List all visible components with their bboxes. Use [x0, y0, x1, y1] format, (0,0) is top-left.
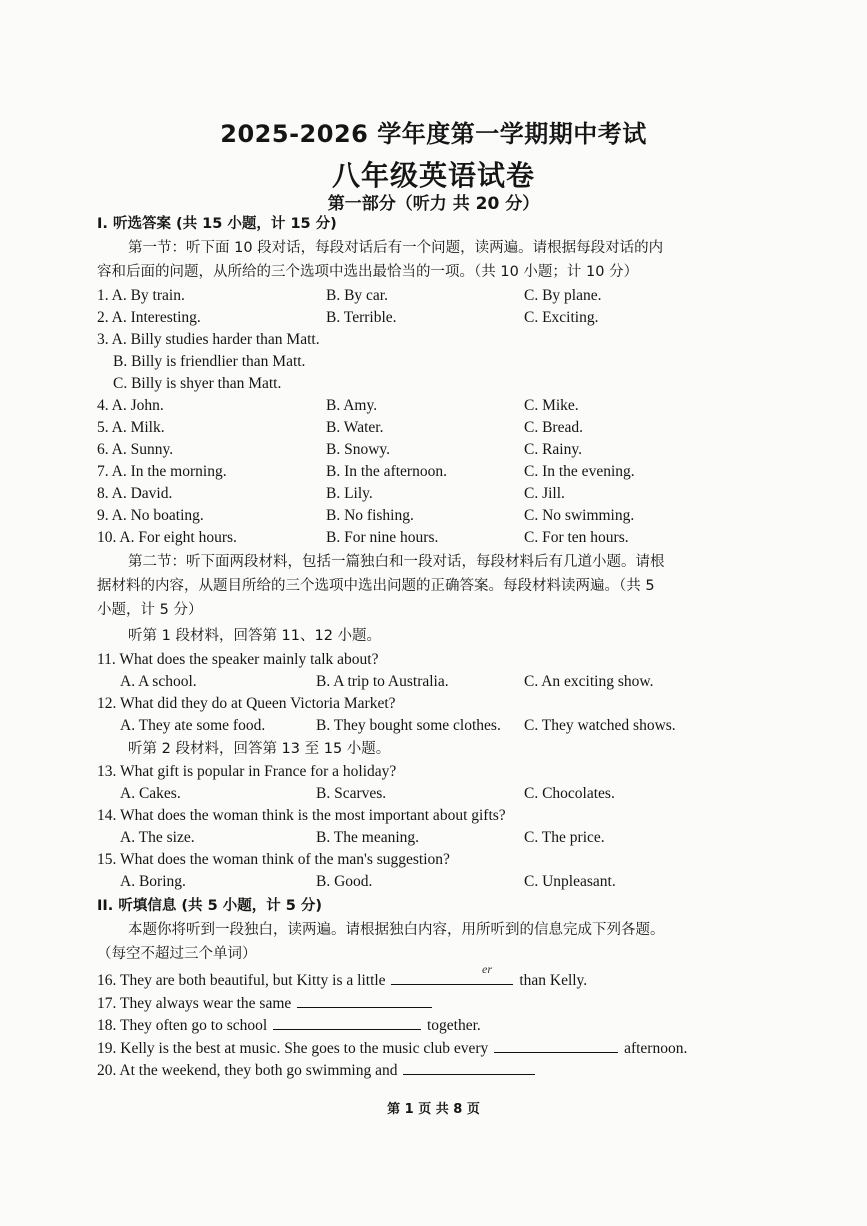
- node2-instruction-line3: 小题，计 5 分）: [97, 602, 203, 618]
- q9-option-b: B. No fishing.: [326, 507, 414, 524]
- q9-option-a: 9. A. No boating.: [97, 507, 204, 524]
- node2-instruction-line1: 第二节：听下面两段材料，包括一篇独白和一段对话，每段材料后有几道小题。请根: [128, 554, 665, 570]
- q13-option-b: B. Scarves.: [316, 785, 387, 802]
- q7-option-c: C. In the evening.: [524, 463, 635, 480]
- q12-option-a: A. They ate some food.: [120, 717, 266, 734]
- q12-option-c: C. They watched shows.: [524, 717, 676, 734]
- q20-line: [97, 1058, 537, 1081]
- section2-instruction-line1: 本题你将听到一段独白，读两遍。请根据独白内容，用所听到的信息完成下列各题。: [128, 922, 665, 938]
- q13-option-a: A. Cakes.: [120, 785, 181, 802]
- q15-stem: 15. What does the woman think of the man's suggestion?: [97, 851, 450, 868]
- q16-text-after: than Kelly.: [519, 972, 588, 989]
- exam-title: 2025-2026 学年度第一学期期中考试: [220, 120, 647, 148]
- q4-option-a: 4. A. John.: [97, 397, 164, 414]
- q1-option-b: B. By car.: [326, 287, 388, 304]
- q15-option-a: A. Boring.: [120, 873, 186, 890]
- q4-option-c: C. Mike.: [524, 397, 579, 414]
- q14-option-c: C. The price.: [524, 829, 605, 846]
- q8-option-a: 8. A. David.: [97, 485, 173, 502]
- q6-option-a: 6. A. Sunny.: [97, 441, 174, 458]
- section1-instruction-line1: 第一节：听下面 10 段对话，每段对话后有一个问题，读两遍。请根据每段对话的内: [128, 240, 664, 256]
- q12-stem: 12. What did they do at Queen Victoria Market?: [97, 695, 396, 712]
- q15-option-c: C. Unpleasant.: [524, 873, 616, 890]
- q17-answer-blank[interactable]: [297, 991, 432, 1008]
- q14-option-b: B. The meaning.: [316, 829, 420, 846]
- q19-answer-blank[interactable]: [494, 1036, 618, 1053]
- page-footer: 第 1 页 共 8 页: [387, 1102, 480, 1117]
- q11-option-b: B. A trip to Australia.: [316, 673, 449, 690]
- node2-instruction-line2: 据材料的内容，从题目所给的三个选项中选出问题的正确答案。每段材料读两遍。（共 5: [97, 578, 655, 594]
- q5-option-c: C. Bread.: [524, 419, 583, 436]
- q13-option-c: C. Chocolates.: [524, 785, 615, 802]
- q6-option-c: C. Rainy.: [524, 441, 582, 458]
- q5-option-b: B. Water.: [326, 419, 384, 436]
- q16-text: 16. They are both beautiful, but Kitty is a little: [97, 972, 386, 989]
- q11-option-c: C. An exciting show.: [524, 673, 654, 690]
- q13-stem: 13. What gift is popular in France for a holiday?: [97, 763, 397, 780]
- q14-stem: 14. What does the woman think is the most important about gifts?: [97, 807, 506, 824]
- q3-option-c: C. Billy is shyer than Matt.: [113, 375, 282, 392]
- q3-option-b: B. Billy is friendlier than Matt.: [113, 353, 306, 370]
- part-heading: 第一部分（听力 共 20 分）: [327, 194, 540, 214]
- q10-option-b: B. For nine hours.: [326, 529, 439, 546]
- section2-instruction-line2: （每空不超过三个单词）: [97, 946, 257, 962]
- q19-text: 19. Kelly is the best at music. She goes to the music club every: [97, 1040, 489, 1057]
- q18-text: 18. They often go to school: [97, 1017, 268, 1034]
- q4-option-b: B. Amy.: [326, 397, 378, 414]
- q18-text-after: together.: [426, 1017, 481, 1034]
- q3-option-a: 3. A. Billy studies harder than Matt.: [97, 331, 320, 348]
- q7-option-a: 7. A. In the morning.: [97, 463, 227, 480]
- q16-handwritten-mark: er: [482, 962, 492, 976]
- q2-option-c: C. Exciting.: [524, 309, 599, 326]
- material1-note: 听第 1 段材料，回答第 11、12 小题。: [128, 628, 382, 644]
- section2-heading: II. 听填信息 (共 5 小题，计 5 分): [97, 898, 323, 914]
- q20-answer-blank[interactable]: [403, 1058, 535, 1075]
- q1-option-c: C. By plane.: [524, 287, 602, 304]
- q8-option-c: C. Jill.: [524, 485, 565, 502]
- q5-option-a: 5. A. Milk.: [97, 419, 165, 436]
- q8-option-b: B. Lily.: [326, 485, 373, 502]
- q11-option-a: A. A school.: [120, 673, 197, 690]
- exam-subtitle: 八年级英语试卷: [331, 159, 535, 192]
- q2-option-a: 2. A. Interesting.: [97, 309, 201, 326]
- q18-answer-blank[interactable]: [273, 1013, 421, 1030]
- q6-option-b: B. Snowy.: [326, 441, 391, 458]
- q16-line: [97, 968, 587, 991]
- q18-line: [97, 1013, 481, 1036]
- section1-instruction-line2: 容和后面的问题，从所给的三个选项中选出最恰当的一项。（共 10 小题；计 10 分）: [97, 264, 639, 280]
- q9-option-c: C. No swimming.: [524, 507, 635, 524]
- q11-stem: 11. What does the speaker mainly talk about?: [97, 651, 379, 668]
- section1-heading: I. 听选答案 (共 15 小题，计 15 分): [97, 216, 337, 232]
- q10-option-a: 10. A. For eight hours.: [97, 529, 237, 546]
- q15-option-b: B. Good.: [316, 873, 373, 890]
- q17-line: [97, 991, 434, 1014]
- material2-note: 听第 2 段材料，回答第 13 至 15 小题。: [128, 741, 391, 757]
- q17-text: 17. They always wear the same: [97, 995, 292, 1012]
- q20-text: 20. At the weekend, they both go swimming and: [97, 1062, 398, 1079]
- q10-option-c: C. For ten hours.: [524, 529, 629, 546]
- q19-line: [97, 1036, 687, 1059]
- q2-option-b: B. Terrible.: [326, 309, 397, 326]
- q1-option-a: 1. A. By train.: [97, 287, 185, 304]
- q7-option-b: B. In the afternoon.: [326, 463, 447, 480]
- q19-text-after: afternoon.: [624, 1040, 688, 1057]
- q16-answer-blank[interactable]: [391, 968, 513, 985]
- q12-option-b: B. They bought some clothes.: [316, 717, 501, 734]
- q14-option-a: A. The size.: [120, 829, 195, 846]
